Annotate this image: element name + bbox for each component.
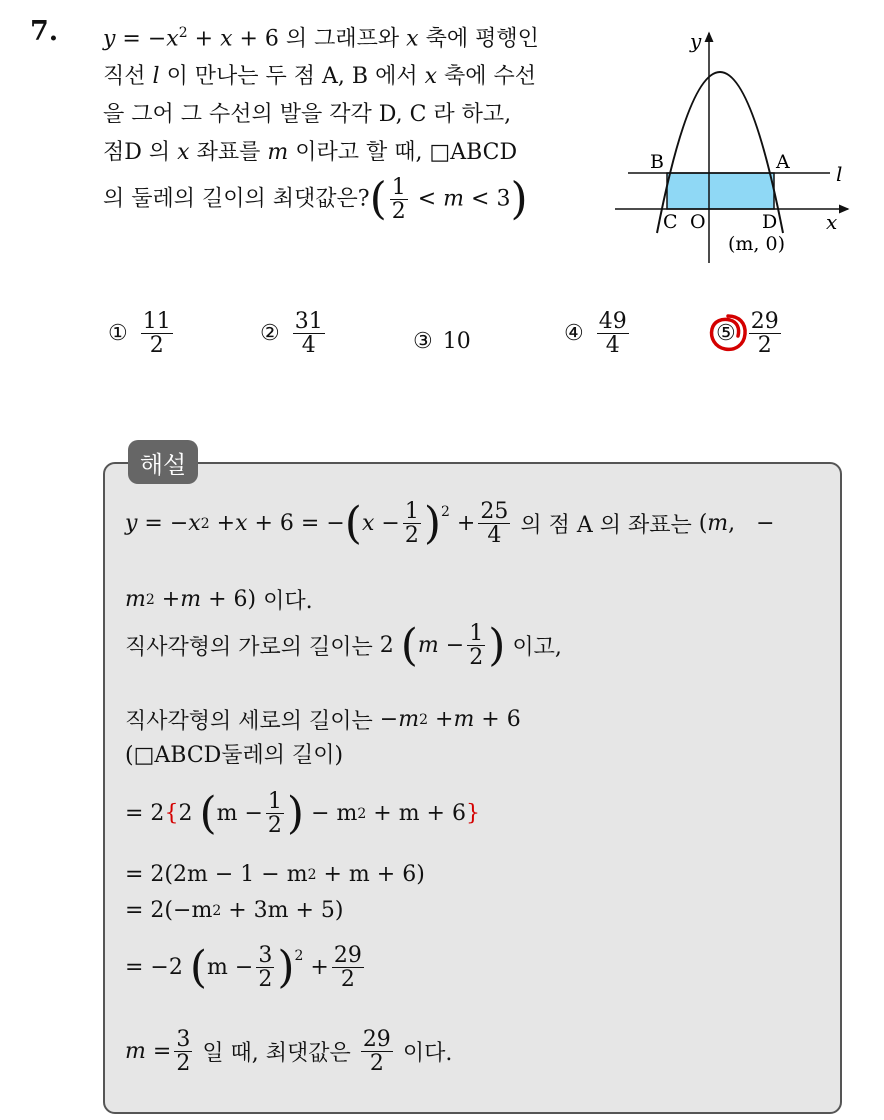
- question-text: [103, 14, 593, 224]
- solution-line-2: m 2 + m + 6) 이다.: [125, 587, 313, 614]
- solution-tag: 해설: [128, 440, 198, 484]
- solution-line-6: = 2 { 2 ( m − $\frac{1}{2}$ ) − m 2 + m + 6 }: [125, 787, 480, 839]
- label-o: O: [690, 211, 706, 233]
- label-a: A: [776, 151, 790, 173]
- question-line-2: 직선 l 이 만나는 두 점 A, B 에서 x 축에 수선: [103, 64, 537, 90]
- solution-line-4: 직사각형의 세로의 길이는 − m 2 + m + 6: [125, 707, 521, 734]
- label-y: y: [690, 29, 702, 53]
- label-d-coord: (m, 0): [728, 233, 786, 255]
- question-line-5: 의 둘레의 길이의 최댓값은?( $\frac{1}{2}$ < m < 3): [103, 173, 528, 225]
- choice-4[interactable]: ④ $\frac{49}{4}$: [564, 309, 627, 359]
- choice-1[interactable]: ① $\frac{11}{2}$: [108, 309, 171, 359]
- solution-line-3: 직사각형의 가로의 길이는 2 ( m − $\frac{1}{2}$ ) 이고,: [125, 619, 562, 671]
- answer-circle-icon: [707, 312, 749, 354]
- label-b: B: [650, 151, 664, 173]
- parabola-figure: [610, 28, 860, 268]
- choice-5[interactable]: ⑤ $\frac{29}{2}$: [716, 310, 784, 357]
- choice-2[interactable]: ② $\frac{31}{4}$: [260, 309, 323, 359]
- solution-line-9: = −2 ( m − $\frac{3}{2}$ ) $^2$ + $\frac{29}{2}$: [125, 941, 362, 993]
- question-line-4: 점D 의 x 좌표를 m 이라고 할 때, □ABCD: [103, 140, 518, 166]
- solution-line-7: = 2(2m − 1 − m 2 + m + 6): [125, 862, 425, 887]
- question-line-3: 을 그어 그 수선의 발을 각각 D, C 라 하고,: [103, 102, 512, 128]
- choice-3[interactable]: ③ 10: [413, 329, 471, 354]
- label-c: C: [663, 211, 678, 233]
- label-x: x: [826, 210, 838, 234]
- question-number: 7.: [30, 16, 59, 47]
- question-line-1: $y = -x^2 + x + 6$ 의 그래프와 x 축에 평행인: [103, 25, 539, 52]
- rectangle-abcd: [667, 173, 774, 209]
- label-d: D: [762, 211, 778, 233]
- label-l: l: [836, 162, 843, 186]
- solution-line-1: y = − x 2 + x + 6 = − ( x − $\frac{1}{2}$ ) $^2$ + $\frac{25}{4}$ 의 점 A 의 좌표는 ( m , −: [125, 497, 775, 549]
- solution-line-5: (□ABCD둘레의 길이): [125, 743, 344, 768]
- solution-line-10: m = $\frac{3}{2}$ 일 때, 최댓값은 $\frac{29}{2}$ 이다.: [125, 1027, 453, 1077]
- solution-line-8: = 2(−m 2 + 3m + 5): [125, 898, 344, 923]
